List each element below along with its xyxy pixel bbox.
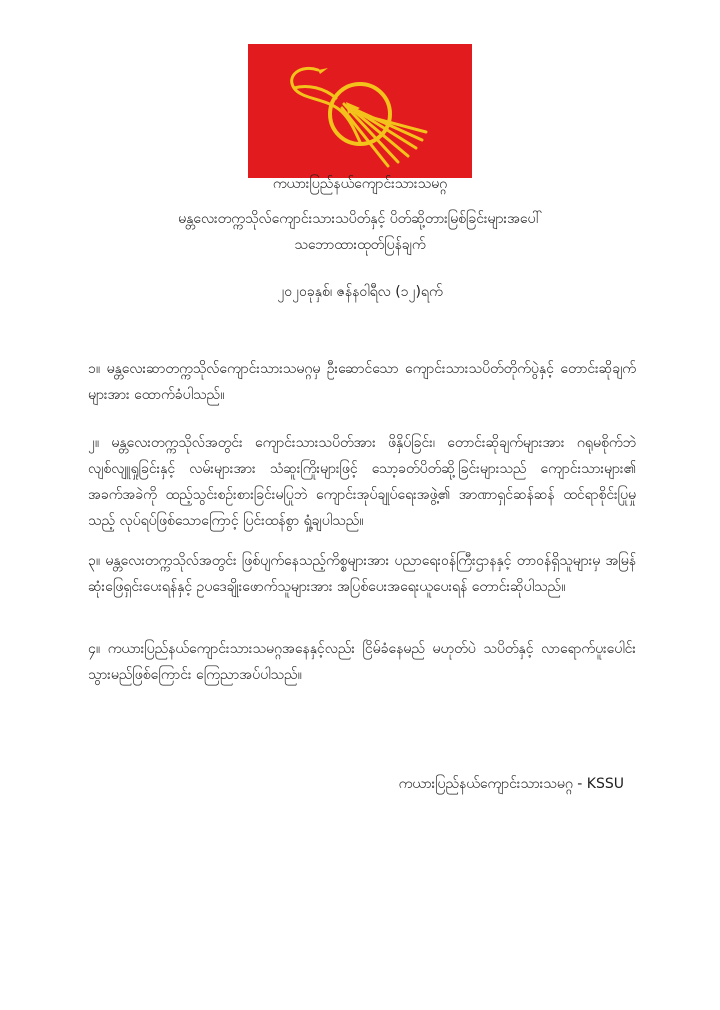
signature: ကယားပြည်နယ်ကျောင်းသားသမဂ္ဂ - KSSU bbox=[398, 776, 624, 792]
paragraph-3: ၃။ မန္တလေးတက္ကသိုလ်အတွင်း ဖြစ်ပျက်နေသည့်ကိစ္စများအား ပညာရေးဝန်ကြီးဌာနနှင့် တာဝန်ရှိသူများမှ အမြန်ဆုံးဖြေရှင်းပေးရန်နှင့် ဥပဒေချိုးဖောက်သူများအား အပြစ်ပေးအရေးယူပေးရန် တောင်းဆိုပါသည်။ bbox=[88, 553, 636, 595]
statement-date: ၂၀၂၀ခုနှစ်၊ ဇန်နဝါရီလ (၁၂)ရက် bbox=[277, 284, 443, 300]
statement-subtitle: သဘောထားထုတ်ပြန်ချက် bbox=[294, 237, 426, 253]
paragraph-4: ၄။ ကယားပြည်နယ်ကျောင်းသားသမဂ္ဂအနေနှင့်လည်း ငြိမ်ခံနေမည် မဟုတ်ပဲ သပိတ်နှင့် လာရောက်ပူးပေါင်းသွားမည်ဖြစ်ကြောင်း ကြေညာအပ်ပါသည်။ bbox=[88, 641, 636, 683]
peacock-logo-icon bbox=[248, 44, 472, 178]
kssu-flag bbox=[248, 44, 472, 178]
paragraph-1: ၁။ မန္တလေးဆာတက္ကသိုလ်ကျောင်းသားသမဂ္ဂမှ ဦးဆောင်သော ကျောင်းသားသပိတ်တိုက်ပွဲနှင့် တောင်းဆိုချက်များအား ထောက်ခံပါသည်။ bbox=[88, 361, 636, 403]
statement-title: မန္တလေးတက္ကသိုလ်ကျောင်းသားသပိတ်နှင့် ပိတ်ဆို့တားမြစ်ခြင်းများအပေါ် bbox=[178, 211, 542, 227]
organization-title: ကယားပြည်နယ်ကျောင်းသားသမဂ္ဂ bbox=[272, 176, 448, 192]
paragraph-2: ၂။ မန္တလေးတက္ကသိုလ်အတွင်း ကျောင်းသားသပိတ်အား ဖိနှိပ်ခြင်း၊ တောင်းဆိုချက်များအား ဂရုမစိုက်ဘဲ လျစ်လျူရှုခြင်းနှင့် လမ်းများအား သံဆူးကြိုးများဖြင့် သော့ခတ်ပိတ်ဆို့ခြင်းများသည် ကျောင်းသားများ၏ အခက်အခဲကို ထည့်သွင်းစဉ်းစားခြင်းမပြုဘဲ ကျောင်းအုပ်ချုပ်ရေးအဖွဲ့၏ အာဏာရှင်ဆန်ဆန် ထင်ရာစိုင်းပြုမှုသည့် လုပ်ရပ်ဖြစ်သောကြောင့် ပြင်းထန်စွာ ရှုံ့ချပါသည်။ bbox=[88, 435, 636, 529]
